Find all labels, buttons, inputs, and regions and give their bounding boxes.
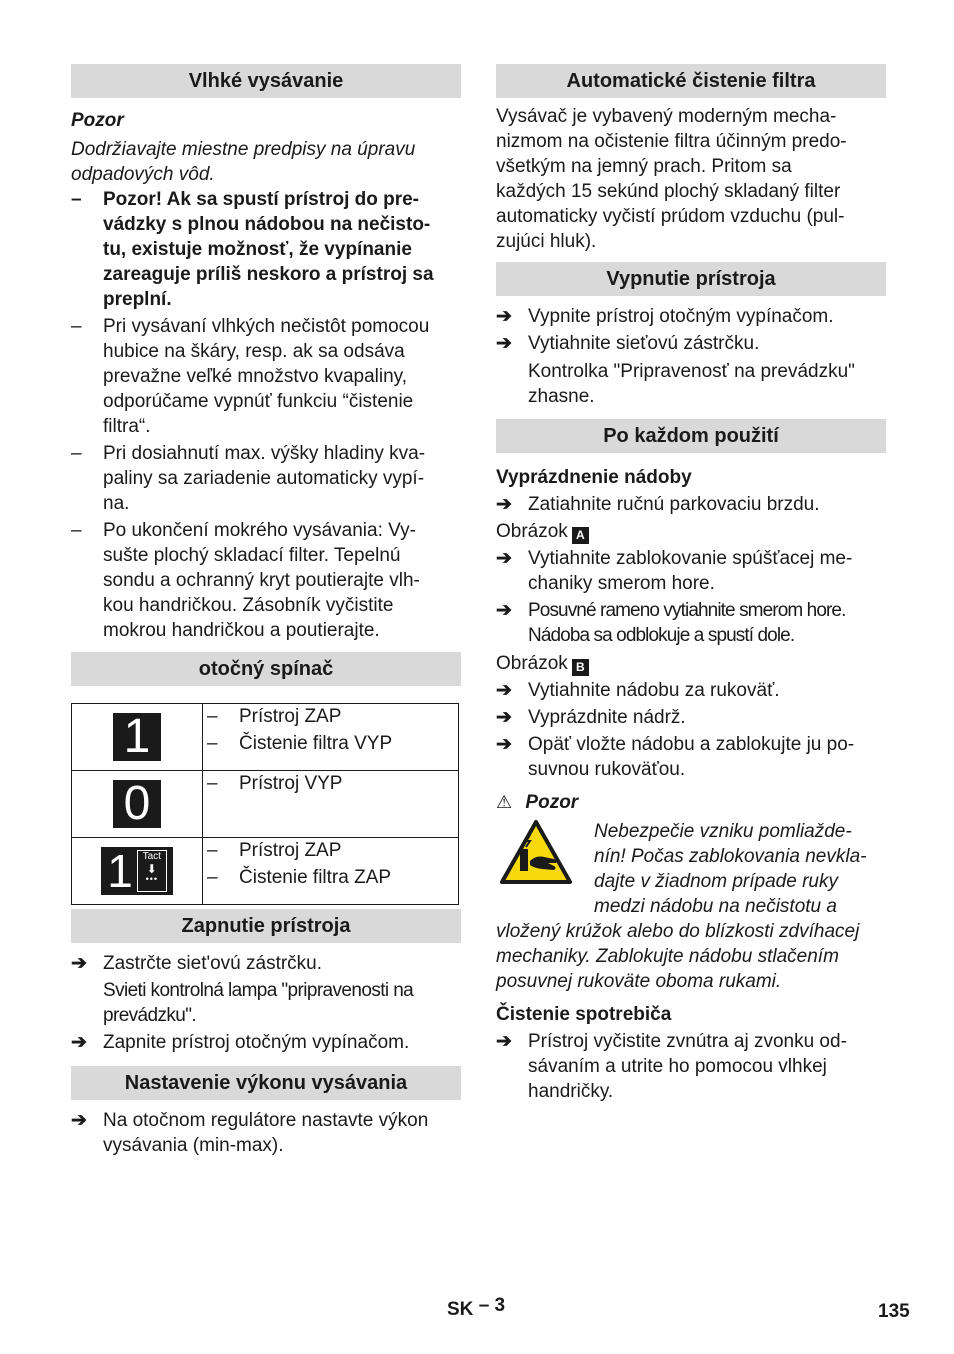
arrow-icon: ➔ bbox=[496, 306, 512, 327]
caution-text: Dodržiavajte miestne predpisy na úpravu odpadových vôd. bbox=[71, 139, 416, 185]
arrow-icon: ➔ bbox=[496, 600, 512, 621]
step-unplug: ➔ Vytiahnite sieťovú zástrčku. bbox=[496, 333, 760, 354]
subheading-empty-container: Vyprázdnenie nádoby bbox=[496, 467, 692, 488]
arrow-icon: ➔ bbox=[496, 548, 512, 569]
section-heading-suction-power: Nastavenie výkonu vysávania bbox=[71, 1066, 461, 1100]
switch-symbol: 0 bbox=[113, 780, 161, 828]
step-switch-on: ➔ Zapnite prístroj otočným vypínačom. bbox=[71, 1032, 410, 1053]
switch-symbol: 1 bbox=[107, 845, 133, 897]
arrow-icon: ➔ bbox=[71, 1032, 87, 1053]
dash-item-filter-cleaning: – Pri vysávaní vlhkých nečistôt pomocou hubice na škáry, resp. ak sa odsáva prevažne veľké množstvo kvapaliny, odporúčame vypnúť funkciu “čistenie filtra“. bbox=[71, 314, 461, 439]
warning-side-text: Nebezpečie vzniku pomliažde- nín! Počas zablokovania nevkla- dajte v žiadnom prípade ruky medzi nádobu na nečistotu a bbox=[594, 821, 867, 917]
switch-item: – Prístroj ZAP bbox=[207, 704, 454, 729]
arrow-icon: ➔ bbox=[496, 494, 512, 515]
switch-position-0-icon bbox=[72, 771, 203, 838]
warning-full-text: vložený krúžok alebo do blízkosti zdvíhacej mechaniky. Zablokujte nádobu stlačením posuvnej rukoväte oboma rukami. bbox=[496, 921, 860, 992]
arrow-icon: ➔ bbox=[71, 1110, 87, 1131]
step-plug-in: ➔ Zastrčte siet'ovú zástrčku. bbox=[71, 953, 323, 974]
switch-row bbox=[72, 838, 459, 905]
arrow-icon: ➔ bbox=[496, 1031, 512, 1052]
section-heading-power-on: Zapnutie prístroja bbox=[71, 909, 461, 943]
page-number: 135 bbox=[878, 1301, 910, 1322]
caution-label: Pozor bbox=[71, 110, 124, 131]
section-heading-power-off: Vypnutie prístroja bbox=[496, 262, 886, 296]
switch-item: – Prístroj ZAP bbox=[207, 838, 454, 863]
step-pull-container: ➔ Vytiahnite nádobu za rukoväť. bbox=[496, 680, 780, 701]
auto-filter-text: Vysávač je vybavený moderným mecha- nizmom na očistenie filtra účinným predo- všetkým na jemný prach. Pritom sa každých 15 sekúnd plochý skladaný filter automaticky vyčistí prúdom vzduchu (pul- zujúci hluk). bbox=[496, 106, 847, 252]
switch-row bbox=[72, 771, 459, 838]
arrow-icon: ➔ bbox=[496, 333, 512, 354]
dash-item-overflow-warning: – Pozor! Ak sa spustí prístroj do pre- vádzky s plnou nádobou na nečisto- tu, existuje možnosť, že vypínanie zareaguje príliš neskoro a prístroj sa preplní. bbox=[71, 187, 461, 312]
dash-item-after-wet: – Po ukončení mokrého vysávania: Vy- sušte plochý skladací filter. Tepelnú sondu a ochranný kryt poutierajte vlh- kou handričkou. Zásobník vyčistite mokrou handričkou a poutierajte. bbox=[71, 518, 461, 643]
switch-position-1-icon bbox=[72, 704, 203, 771]
section-heading-after-use: Po každom použití bbox=[496, 419, 886, 453]
switch-row bbox=[72, 704, 459, 771]
note-ready-lamp: Svieti kontrolná lampa "pripravenosti na prevádzku". bbox=[103, 980, 414, 1026]
arrow-icon: ➔ bbox=[496, 734, 512, 755]
warning-block bbox=[496, 819, 886, 994]
switch-item: – Čistenie filtra ZAP bbox=[207, 865, 454, 890]
right-column bbox=[496, 64, 886, 1104]
figure-ref-b: Obrázok B bbox=[496, 651, 886, 676]
step-empty-tank: ➔ Vyprázdnite nádrž. bbox=[496, 707, 686, 728]
tact-label: Tact bbox=[142, 851, 161, 862]
step-insert-container: ➔ Opäť vložte nádobu a zablokujte ju po- suvnou rukoväťou. bbox=[496, 734, 855, 780]
footer-language: SK – 3 bbox=[447, 1295, 506, 1320]
step-switch-off: ➔ Vypnite prístroj otočným vypínačom. bbox=[496, 306, 834, 327]
switch-item: – Prístroj VYP bbox=[207, 771, 454, 796]
switch-item: – Čistenie filtra VYP bbox=[207, 731, 454, 756]
footer-sub-page: – 3 bbox=[478, 1295, 506, 1316]
figure-ref-a: Obrázok A bbox=[496, 519, 886, 544]
step-set-power: ➔ Na otočnom regulátore nastavte výkon vysávania (min-max). bbox=[71, 1110, 429, 1156]
arrow-icon: ➔ bbox=[496, 680, 512, 701]
section-heading-rotary-switch: otočný spínač bbox=[71, 652, 461, 686]
note-ready-off: Kontrolka "Pripravenosť na prevádzku" zhasne. bbox=[528, 361, 855, 407]
arrow-icon: ➔ bbox=[71, 953, 87, 974]
switch-position-tact-icon: 1 Tact ⬇ ••• bbox=[72, 838, 203, 905]
left-column bbox=[71, 64, 461, 1158]
section-heading-auto-filter: Automatické čistenie filtra bbox=[496, 64, 886, 98]
figure-b-badge: B bbox=[572, 659, 589, 676]
switch-symbol: 1 bbox=[113, 713, 161, 761]
crush-hazard-icon bbox=[500, 819, 572, 885]
step-brake: ➔ Zatiahnite ručnú parkovaciu brzdu. bbox=[496, 494, 820, 515]
step-trigger: ➔ Vytiahnite zablokovanie spúšťacej me- chaniky smerom hore. bbox=[496, 548, 853, 594]
figure-a-badge: A bbox=[572, 527, 589, 544]
step-arm: ➔ Posuvné rameno vytiahnite smerom hore. Nádoba sa odblokuje a spustí dole. bbox=[496, 600, 846, 646]
switch-table bbox=[71, 703, 459, 905]
section-heading-wet-vacuuming: Vlhké vysávanie bbox=[71, 64, 461, 98]
dash-item-max-level: – Pri dosiahnutí max. výšky hladiny kva- paliny sa zariadenie automaticky vypí- na. bbox=[71, 441, 461, 516]
arrow-icon: ➔ bbox=[496, 707, 512, 728]
warning-triangle-icon: ⚠ bbox=[496, 792, 513, 812]
step-clean-device: ➔ Prístroj vyčistite zvnútra aj zvonku od- sávaním a utrite ho pomocou vlhkej handričky. bbox=[496, 1031, 847, 1102]
subheading-cleaning: Čistenie spotrebiča bbox=[496, 1004, 672, 1025]
warning-heading: ⚠ Pozor bbox=[496, 792, 579, 813]
